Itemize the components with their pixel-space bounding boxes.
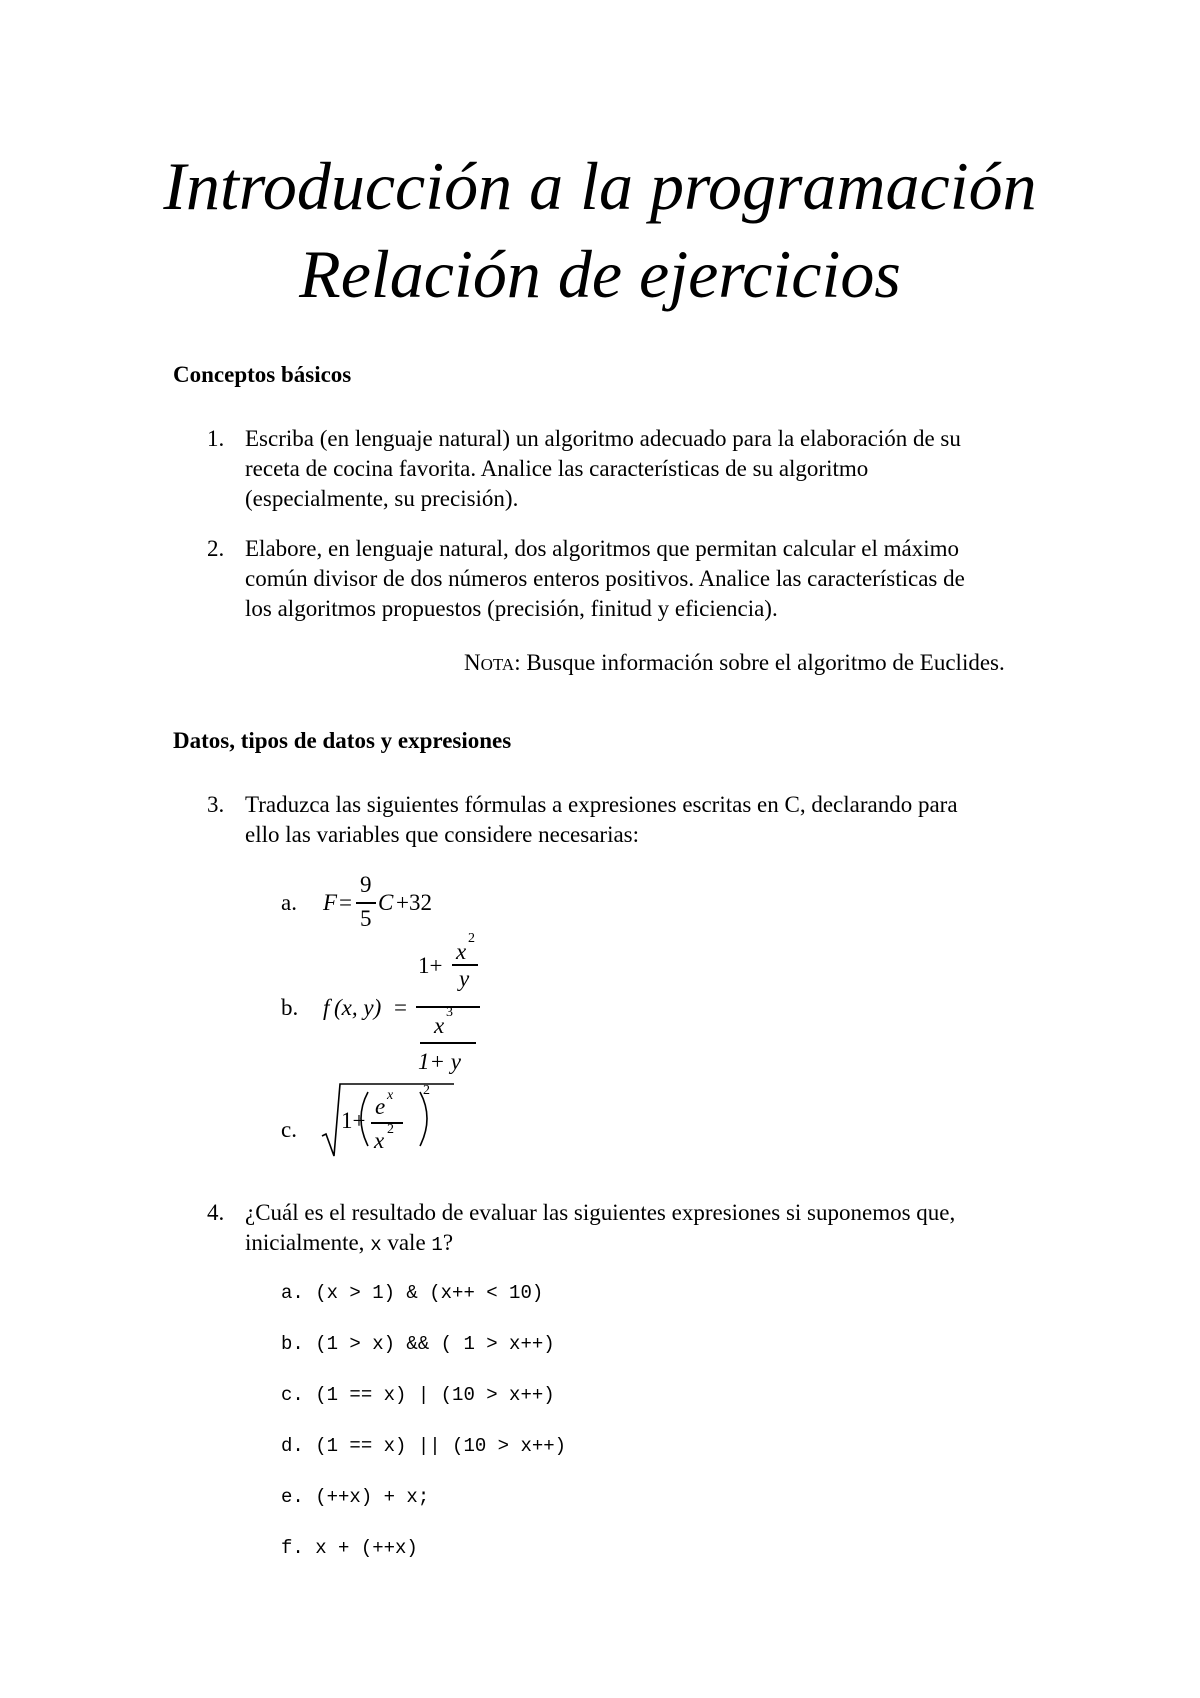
- expression-code: x + (++x): [315, 1537, 418, 1559]
- expression-label: a.: [281, 1282, 304, 1304]
- formula-b-label: b.: [281, 995, 299, 1020]
- formula-c-one: 1+: [341, 1108, 366, 1133]
- expression-label: e.: [281, 1486, 304, 1508]
- formula-c-outer-exp: 2: [423, 1083, 430, 1098]
- exercise-4-val: 1: [431, 1234, 443, 1256]
- document-title: Introducción a la programación: [163, 148, 1037, 224]
- expression-code: (1 > x) && ( 1 > x++): [315, 1333, 555, 1355]
- exercise-number-2: 2.: [207, 536, 225, 561]
- expression-c: [281, 1384, 555, 1406]
- document-subtitle: Relación de ejercicios: [299, 236, 901, 312]
- exercise-2-text: [245, 534, 1045, 624]
- nota-label-initial: N: [464, 650, 481, 675]
- formula-b-exp2: 2: [468, 931, 475, 946]
- exercise-1-line: receta de cocina favorita. Analice las características de su algoritmo: [245, 456, 869, 481]
- exercise-4-post: ?: [442, 1230, 454, 1255]
- exercise-2-line: los algoritmos propuestos (precisión, finitud y eficiencia).: [245, 596, 778, 621]
- formula-a-rest: +32: [396, 890, 432, 915]
- exercise-3-text: [245, 790, 1045, 850]
- exercise-3-line: Traduzca las siguientes fórmulas a expresiones escritas en C, declarando para: [245, 792, 958, 817]
- exercise-3-line: ello las variables que considere necesarias:: [245, 822, 640, 847]
- expression-b: [281, 1333, 555, 1355]
- exercise-4-var: x: [370, 1234, 382, 1256]
- section-heading-conceptos: Conceptos básicos: [173, 362, 352, 387]
- formula-c-e-exp: x: [387, 1088, 394, 1103]
- exercise-1-line: (especialmente, su precisión).: [245, 486, 519, 511]
- exercise-4-mid: vale: [381, 1230, 432, 1255]
- formula-c-x-exp: 2: [387, 1122, 394, 1137]
- expression-label: f.: [281, 1537, 304, 1559]
- exercise-2-line: común divisor de dos números enteros positivos. Analice las características de: [245, 566, 965, 591]
- exercise-number-4: 4.: [207, 1200, 225, 1225]
- section-heading-datos: Datos, tipos de datos y expresiones: [173, 728, 512, 753]
- exercise-2-line: Elabore, en lenguaje natural, dos algoritmos que permitan calcular el máximo: [245, 536, 960, 561]
- formula-b-eq: =: [394, 995, 407, 1020]
- formula-b-inner-bar-bottom: [420, 1042, 476, 1044]
- formula-b-exp3: 3: [446, 1005, 453, 1020]
- formula-a-label: a.: [281, 890, 297, 915]
- expression-code: (1 == x) | (10 > x++): [315, 1384, 555, 1406]
- expression-e: [281, 1486, 429, 1508]
- formula-b-one: 1+: [418, 953, 443, 978]
- expression-d: [281, 1435, 566, 1457]
- nota-label-rest: OTA: [480, 655, 515, 674]
- formula-a-denominator: 5: [360, 906, 372, 931]
- formula-c-label: c.: [281, 1117, 297, 1142]
- expression-f: [281, 1537, 418, 1559]
- expression-label: d.: [281, 1435, 304, 1457]
- nota-line: [464, 648, 1005, 680]
- exercise-number-1: 1.: [207, 426, 225, 451]
- expression-a: [281, 1282, 543, 1304]
- formula-b-args: (x, y): [334, 995, 382, 1020]
- exercise-4-line: [245, 1228, 1045, 1260]
- formula-b-x2: x: [456, 939, 467, 964]
- formula-a-lhs: F: [323, 890, 338, 915]
- exercise-1-line: Escriba (en lenguaje natural) un algoritmo adecuado para la elaboración de su: [245, 426, 961, 451]
- formula-a-fraction-bar: [356, 902, 376, 904]
- formula-a-numerator: 9: [360, 872, 372, 897]
- nota-text: : Busque información sobre el algoritmo de Euclides.: [514, 650, 1005, 675]
- formula-b-y: y: [459, 966, 470, 991]
- exercise-4-text: [245, 1198, 1045, 1260]
- formula-b-lhs: f: [323, 995, 330, 1020]
- exercise-4-line: ¿Cuál es el resultado de evaluar las siguientes expresiones si suponemos que,: [245, 1200, 956, 1225]
- expression-code: (++x) + x;: [315, 1486, 430, 1508]
- exercise-1-text: [245, 424, 1045, 514]
- expression-label: b.: [281, 1333, 304, 1355]
- formula-b-oney: 1+ y: [418, 1049, 461, 1074]
- expression-label: c.: [281, 1384, 304, 1406]
- formula-c-x: x: [374, 1128, 385, 1153]
- formula-c-e: e: [375, 1094, 386, 1119]
- formula-a-var: C: [378, 890, 394, 915]
- expression-code: (x > 1) & (x++ < 10): [315, 1282, 544, 1304]
- exercise-4-pre: inicialmente,: [245, 1230, 371, 1255]
- formula-a-eq: =: [339, 890, 352, 915]
- exercise-number-3: 3.: [207, 792, 225, 817]
- formula-b-x3: x: [434, 1013, 445, 1038]
- expression-code: (1 == x) || (10 > x++): [315, 1435, 567, 1457]
